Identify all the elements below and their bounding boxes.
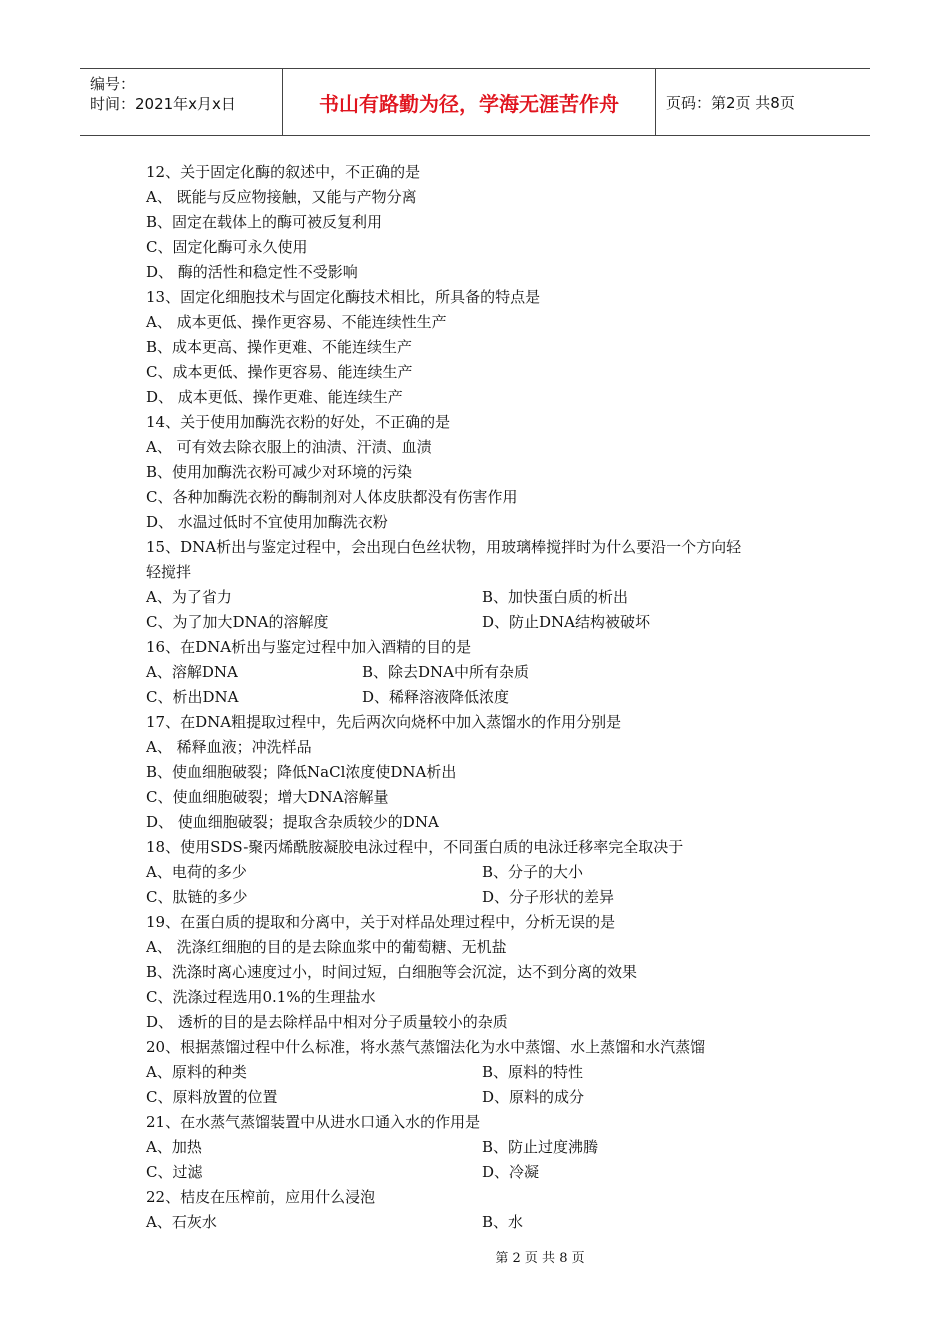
text-line: 18、使用SDS-聚丙烯酰胺凝胶电泳过程中，不同蛋白质的电泳迁移率完全取决于 bbox=[146, 838, 684, 856]
footer-page-number: 第 2 页 共 8 页 bbox=[495, 1251, 585, 1266]
option-right: D、原料的成分 bbox=[482, 1088, 585, 1106]
text-line: 22、桔皮在压榨前，应用什么浸泡 bbox=[146, 1188, 376, 1206]
page-header bbox=[80, 68, 870, 136]
option-left: A、电荷的多少 bbox=[146, 863, 247, 881]
text-line: 轻搅拌 bbox=[146, 563, 192, 581]
text-line: 15、DNA析出与鉴定过程中，会出现白色丝状物，用玻璃棒搅拌时为什么要沿一个方向轻 bbox=[146, 538, 742, 556]
text-line: C、固定化酶可永久使用 bbox=[146, 238, 308, 256]
option-left: A、石灰水 bbox=[146, 1213, 217, 1231]
text-line: B、洗涤时离心速度过小，时间过短，白细胞等会沉淀，达不到分离的效果 bbox=[146, 963, 638, 981]
text-line: A、 可有效去除衣服上的油渍、汗渍、血渍 bbox=[146, 438, 432, 456]
option-left: C、为了加大DNA的溶解度 bbox=[146, 613, 329, 631]
option-right: B、防止过度沸腾 bbox=[482, 1138, 599, 1156]
text-line: 14、关于使用加酶洗衣粉的好处，不正确的是 bbox=[146, 413, 451, 431]
text-line: 21、在水蒸气蒸馏装置中从进水口通入水的作用是 bbox=[146, 1113, 481, 1131]
text-line: A、 稀释血液；冲洗样品 bbox=[146, 738, 312, 756]
option-left: A、加热 bbox=[146, 1138, 202, 1156]
option-row bbox=[146, 610, 826, 635]
option-row bbox=[146, 1060, 826, 1085]
text-line: B、固定在载体上的酶可被反复利用 bbox=[146, 213, 383, 231]
page-footer bbox=[0, 1247, 950, 1266]
option-row bbox=[146, 585, 826, 610]
text-line: 19、在蛋白质的提取和分离中，关于对样品处理过程中，分析无误的是 bbox=[146, 913, 616, 931]
option-left: C、原料放置的位置 bbox=[146, 1088, 278, 1106]
question-content bbox=[146, 160, 826, 1235]
option-left: A、溶解DNA bbox=[146, 663, 238, 681]
header-motto bbox=[283, 69, 656, 135]
text-line: 12、关于固定化酶的叙述中，不正确的是 bbox=[146, 163, 421, 181]
motto-text: 书山有路勤为径，学海无涯苦作舟 bbox=[319, 91, 619, 116]
text-line: 16、在DNA析出与鉴定过程中加入酒精的目的是 bbox=[146, 638, 472, 656]
option-row bbox=[146, 860, 826, 885]
text-line: A、 既能与反应物接触，又能与产物分离 bbox=[146, 188, 417, 206]
time-label: 时间：2021年x月x日 bbox=[90, 95, 236, 113]
page-label: 页码：第2页 共8页 bbox=[666, 93, 795, 112]
option-right: D、分子形状的差异 bbox=[482, 888, 615, 906]
text-line: A、 成本更低、操作更容易、不能连续性生产 bbox=[146, 313, 447, 331]
text-line: C、成本更低、操作更容易、能连续生产 bbox=[146, 363, 413, 381]
text-line: C、各种加酶洗衣粉的酶制剂对人体皮肤都没有伤害作用 bbox=[146, 488, 518, 506]
text-line: B、成本更高、操作更难、不能连续生产 bbox=[146, 338, 413, 356]
option-left: C、过滤 bbox=[146, 1163, 203, 1181]
text-line: D、 成本更低、操作更难、能连续生产 bbox=[146, 388, 403, 406]
option-left: A、原料的种类 bbox=[146, 1063, 247, 1081]
option-row bbox=[146, 660, 826, 685]
option-right: B、除去DNA中所有杂质 bbox=[362, 663, 530, 681]
option-left: C、肽链的多少 bbox=[146, 888, 248, 906]
option-right: B、加快蛋白质的析出 bbox=[482, 588, 629, 606]
option-right: D、防止DNA结构被破坏 bbox=[482, 613, 651, 631]
option-left: C、析出DNA bbox=[146, 688, 239, 706]
text-line: B、使用加酶洗衣粉可减少对环境的污染 bbox=[146, 463, 413, 481]
text-line: D、 使血细胞破裂；提取含杂质较少的DNA bbox=[146, 813, 439, 831]
option-right: B、水 bbox=[482, 1213, 524, 1231]
option-right: D、稀释溶液降低浓度 bbox=[362, 688, 510, 706]
text-line: C、使血细胞破裂；增大DNA溶解量 bbox=[146, 788, 389, 806]
header-meta bbox=[80, 69, 283, 135]
text-line: D、 酶的活性和稳定性不受影响 bbox=[146, 263, 358, 281]
option-row bbox=[146, 885, 826, 910]
option-left: A、为了省力 bbox=[146, 588, 232, 606]
option-right: B、原料的特性 bbox=[482, 1063, 584, 1081]
option-row bbox=[146, 1135, 826, 1160]
option-row bbox=[146, 1160, 826, 1185]
text-line: D、 水温过低时不宜使用加酶洗衣粉 bbox=[146, 513, 388, 531]
text-line: 20、根据蒸馏过程中什么标准，将水蒸气蒸馏法化为水中蒸馏、水上蒸馏和水汽蒸馏 bbox=[146, 1038, 706, 1056]
text-line: D、 透析的目的是去除样品中相对分子质量较小的杂质 bbox=[146, 1013, 508, 1031]
option-row bbox=[146, 685, 826, 710]
text-line: C、洗涤过程选用0.1%的生理盐水 bbox=[146, 988, 376, 1006]
option-row bbox=[146, 1210, 826, 1235]
option-right: B、分子的大小 bbox=[482, 863, 584, 881]
text-line: A、 洗涤红细胞的目的是去除血浆中的葡萄糖、无机盐 bbox=[146, 938, 507, 956]
text-line: 17、在DNA粗提取过程中，先后两次向烧杯中加入蒸馏水的作用分别是 bbox=[146, 713, 622, 731]
option-row bbox=[146, 1085, 826, 1110]
option-right: D、冷凝 bbox=[482, 1163, 540, 1181]
header-page bbox=[656, 69, 870, 135]
text-line: B、使血细胞破裂；降低NaCl浓度使DNA析出 bbox=[146, 763, 457, 781]
number-label: 编号： bbox=[90, 75, 136, 93]
text-line: 13、固定化细胞技术与固定化酶技术相比，所具备的特点是 bbox=[146, 288, 541, 306]
